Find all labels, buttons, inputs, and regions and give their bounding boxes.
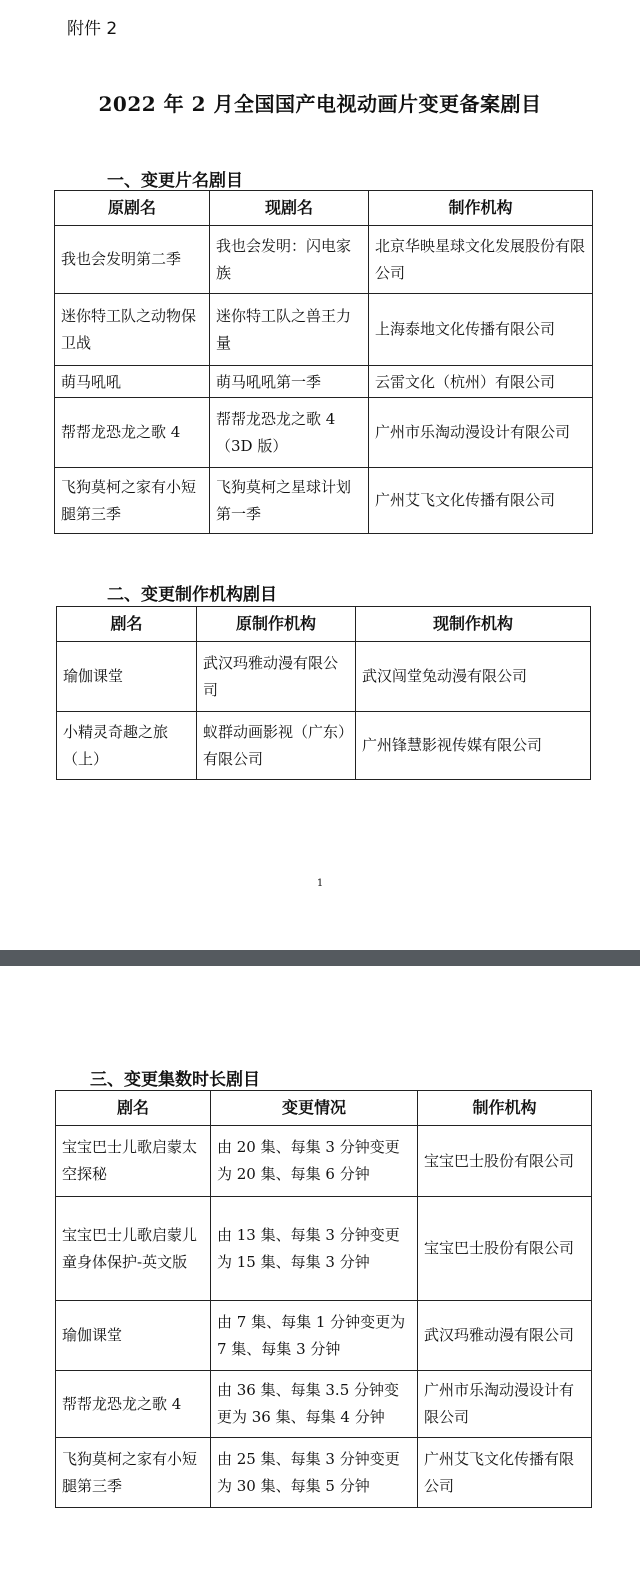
title-cell: 瑜伽课堂 — [56, 1301, 211, 1371]
original-producer-cell: 蚁群动画影视（广东）有限公司 — [197, 712, 356, 780]
change-detail-cell: 由 25 集、每集 3 分钟变更为 30 集、每集 5 分钟 — [211, 1438, 418, 1508]
table-row — [56, 1197, 592, 1301]
column-header: 剧名 — [57, 607, 197, 642]
table-row — [56, 1438, 592, 1508]
table-header-row — [57, 607, 591, 642]
original-title-cell: 帮帮龙恐龙之歌 4 — [55, 398, 210, 468]
new-producer-cell: 武汉闯堂兔动漫有限公司 — [356, 642, 591, 712]
table-row — [56, 1371, 592, 1438]
producer-cell: 上海泰地文化传播有限公司 — [369, 294, 593, 366]
original-title-cell: 飞狗莫柯之家有小短腿第三季 — [55, 468, 210, 534]
title-cell: 帮帮龙恐龙之歌 4 — [56, 1371, 211, 1438]
column-header: 现剧名 — [210, 191, 369, 226]
title-cell: 宝宝巴士儿歌启蒙太空探秘 — [56, 1126, 211, 1197]
table-row — [55, 398, 593, 468]
producer-cell: 宝宝巴士股份有限公司 — [418, 1197, 592, 1301]
title-cell: 瑜伽课堂 — [57, 642, 197, 712]
producer-cell: 云雷文化（杭州）有限公司 — [369, 366, 593, 398]
new-producer-cell: 广州锋慧影视传媒有限公司 — [356, 712, 591, 780]
original-title-cell: 萌马吼吼 — [55, 366, 210, 398]
title-cell: 宝宝巴士儿歌启蒙儿童身体保护-英文版 — [56, 1197, 211, 1301]
table-row — [55, 294, 593, 366]
table-row — [55, 226, 593, 294]
original-title-cell: 迷你特工队之动物保卫战 — [55, 294, 210, 366]
column-header: 剧名 — [56, 1091, 211, 1126]
section-1-title: 一、变更片名剧目 — [107, 171, 243, 191]
change-detail-cell: 由 36 集、每集 3.5 分钟变更为 36 集、每集 4 分钟 — [211, 1371, 418, 1438]
producer-cell: 广州市乐淘动漫设计有限公司 — [418, 1371, 592, 1438]
table-row — [56, 1301, 592, 1371]
producer-change-table — [56, 606, 591, 780]
section-2-title: 二、变更制作机构剧目 — [107, 585, 277, 605]
section-3-title: 三、变更集数时长剧目 — [90, 1070, 260, 1090]
page-separator — [0, 950, 640, 966]
column-header: 原制作机构 — [197, 607, 356, 642]
column-header: 现制作机构 — [356, 607, 591, 642]
new-title-cell: 我也会发明：闪电家族 — [210, 226, 369, 294]
table-header-row — [55, 191, 593, 226]
column-header: 制作机构 — [418, 1091, 592, 1126]
table-header-row — [56, 1091, 592, 1126]
producer-cell: 北京华映星球文化发展股份有限公司 — [369, 226, 593, 294]
table-row — [55, 468, 593, 534]
new-title-cell: 飞狗莫柯之星球计划第一季 — [210, 468, 369, 534]
new-title-cell: 帮帮龙恐龙之歌 4（3D 版） — [210, 398, 369, 468]
producer-cell: 宝宝巴士股份有限公司 — [418, 1126, 592, 1197]
episode-change-table — [55, 1090, 592, 1508]
change-detail-cell: 由 7 集、每集 1 分钟变更为 7 集、每集 3 分钟 — [211, 1301, 418, 1371]
change-detail-cell: 由 20 集、每集 3 分钟变更为 20 集、每集 6 分钟 — [211, 1126, 418, 1197]
document-page-2 — [0, 966, 640, 1572]
producer-cell: 广州市乐淘动漫设计有限公司 — [369, 398, 593, 468]
column-header: 制作机构 — [369, 191, 593, 226]
producer-cell: 武汉玛雅动漫有限公司 — [418, 1301, 592, 1371]
document-title: 2022 年 2 月全国国产电视动画片变更备案剧目 — [98, 92, 542, 116]
new-title-cell: 迷你特工队之兽王力量 — [210, 294, 369, 366]
column-header: 变更情况 — [211, 1091, 418, 1126]
producer-cell: 广州艾飞文化传播有限公司 — [418, 1438, 592, 1508]
table-row — [57, 712, 591, 780]
page-number: 1 — [316, 878, 324, 889]
rename-table — [54, 190, 593, 534]
new-title-cell: 萌马吼吼第一季 — [210, 366, 369, 398]
change-detail-cell: 由 13 集、每集 3 分钟变更为 15 集、每集 3 分钟 — [211, 1197, 418, 1301]
table-row — [57, 642, 591, 712]
table-row — [55, 366, 593, 398]
original-producer-cell: 武汉玛雅动漫有限公司 — [197, 642, 356, 712]
attachment-label: 附件 2 — [67, 19, 118, 39]
original-title-cell: 我也会发明第二季 — [55, 226, 210, 294]
title-cell: 飞狗莫柯之家有小短腿第三季 — [56, 1438, 211, 1508]
title-cell: 小精灵奇趣之旅（上） — [57, 712, 197, 780]
producer-cell: 广州艾飞文化传播有限公司 — [369, 468, 593, 534]
table-row — [56, 1126, 592, 1197]
column-header: 原剧名 — [55, 191, 210, 226]
